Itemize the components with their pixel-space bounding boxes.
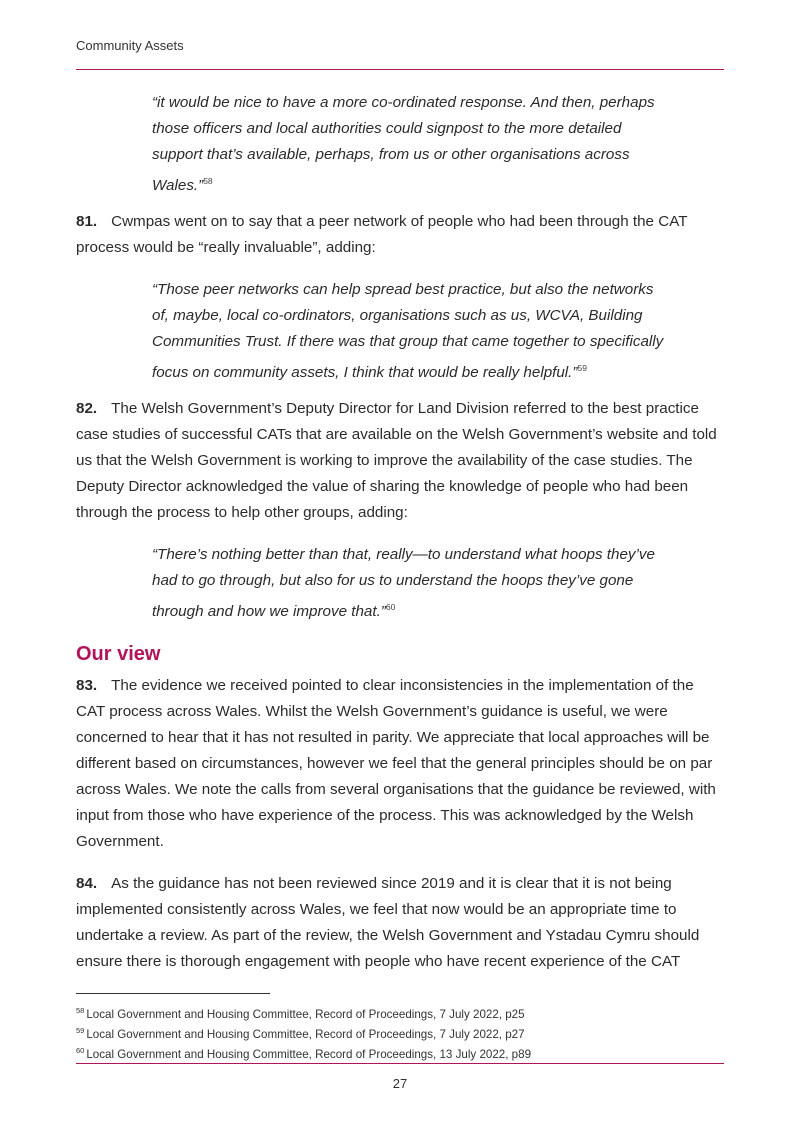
quote-58	[152, 90, 672, 199]
footnote-ref[interactable]: 58	[203, 176, 213, 186]
quote-text: “it would be nice to have a more co-ordinated response. And then, perhaps those officers and local authorities could signpost to the more detailed support that’s available, perhaps, from us or other organisations across Wales.”	[152, 94, 655, 195]
paragraph-text: Cwmpas went on to say that a peer network of people who had been through the CAT process would be “really invaluable”, adding:	[76, 213, 688, 257]
quote-text: “Those peer networks can help spread best practice, but also the networks of, maybe, local co-ordinators, organisations such as us, WCVA, Building Communities Trust. If there was that group that came together to specifically focus on community assets, I think that would be really helpful.”	[152, 281, 664, 382]
footnote-ref[interactable]: 59	[577, 363, 587, 374]
footnote-separator	[76, 993, 270, 994]
paragraph-number: 83.	[76, 677, 98, 695]
footer-rule	[76, 1063, 724, 1064]
quote-text: “There’s nothing better than that, really—to understand what hoops they’ve had to go through, but also for us to understand the hoops they’ve gone through and how we improve that.”	[152, 546, 655, 621]
paragraph-83	[76, 673, 724, 855]
footnote-text: Local Government and Housing Committee, Record of Proceedings, 13 July 2022, p89	[86, 1047, 532, 1061]
paragraph-84	[76, 871, 724, 975]
paragraph-82	[76, 396, 724, 526]
paragraph-number: 81.	[76, 213, 98, 231]
footnotes	[76, 1003, 724, 1063]
header-rule	[76, 69, 724, 70]
page-body	[76, 90, 724, 975]
section-heading: Our view	[76, 643, 161, 666]
footnote-ref[interactable]: 60	[385, 602, 396, 613]
page-number: 27	[392, 1076, 408, 1091]
footnote-text: Local Government and Housing Committee, Record of Proceedings, 7 July 2022, p25	[86, 1007, 525, 1021]
footnote-59	[76, 1023, 724, 1043]
footnote-60	[76, 1043, 724, 1063]
quote-59	[152, 277, 672, 386]
footnote-58	[76, 1003, 724, 1023]
footnote-number: 60	[76, 1045, 85, 1055]
running-header: Community Assets	[76, 38, 184, 53]
footnote-number: 59	[76, 1025, 85, 1035]
paragraph-number: 82.	[76, 400, 98, 418]
quote-60	[152, 542, 672, 625]
paragraph-81	[76, 209, 724, 261]
footnote-number: 58	[76, 1006, 85, 1015]
paragraph-text: As the guidance has not been reviewed since 2019 and it is clear that it is not being implemented consistently across Wales, we feel that now would be an appropriate time to undertake a review. As part of the review, the Welsh Government and Ystadau Cymru should ensure there is thorough engagement with people who have recent experience of the CAT	[76, 875, 700, 971]
paragraph-text: The Welsh Government’s Deputy Director for Land Division referred to the best practice case studies of successful CATs that are available on the Welsh Government’s website and told us that the Welsh Government is working to improve the availability of the case studies. The Deputy Director acknowledged the value of sharing the knowledge of people who had been through the process to help other groups, adding:	[76, 400, 717, 522]
footnote-text: Local Government and Housing Committee, Record of Proceedings, 7 July 2022, p27	[86, 1027, 525, 1041]
paragraph-text: The evidence we received pointed to clear inconsistencies in the implementation of the CAT process across Wales. Whilst the Welsh Government’s guidance is useful, we were concerned to hear that it has not resulted in parity. We appreciate that local approaches will be different based on circumstances, however we feel that the general principles should be on par across Wales. We note the calls from several organisations that the guidance be reviewed, with input from those who have experience of the process. This was acknowledged by the Welsh Government.	[76, 677, 716, 851]
paragraph-number: 84.	[76, 875, 98, 893]
